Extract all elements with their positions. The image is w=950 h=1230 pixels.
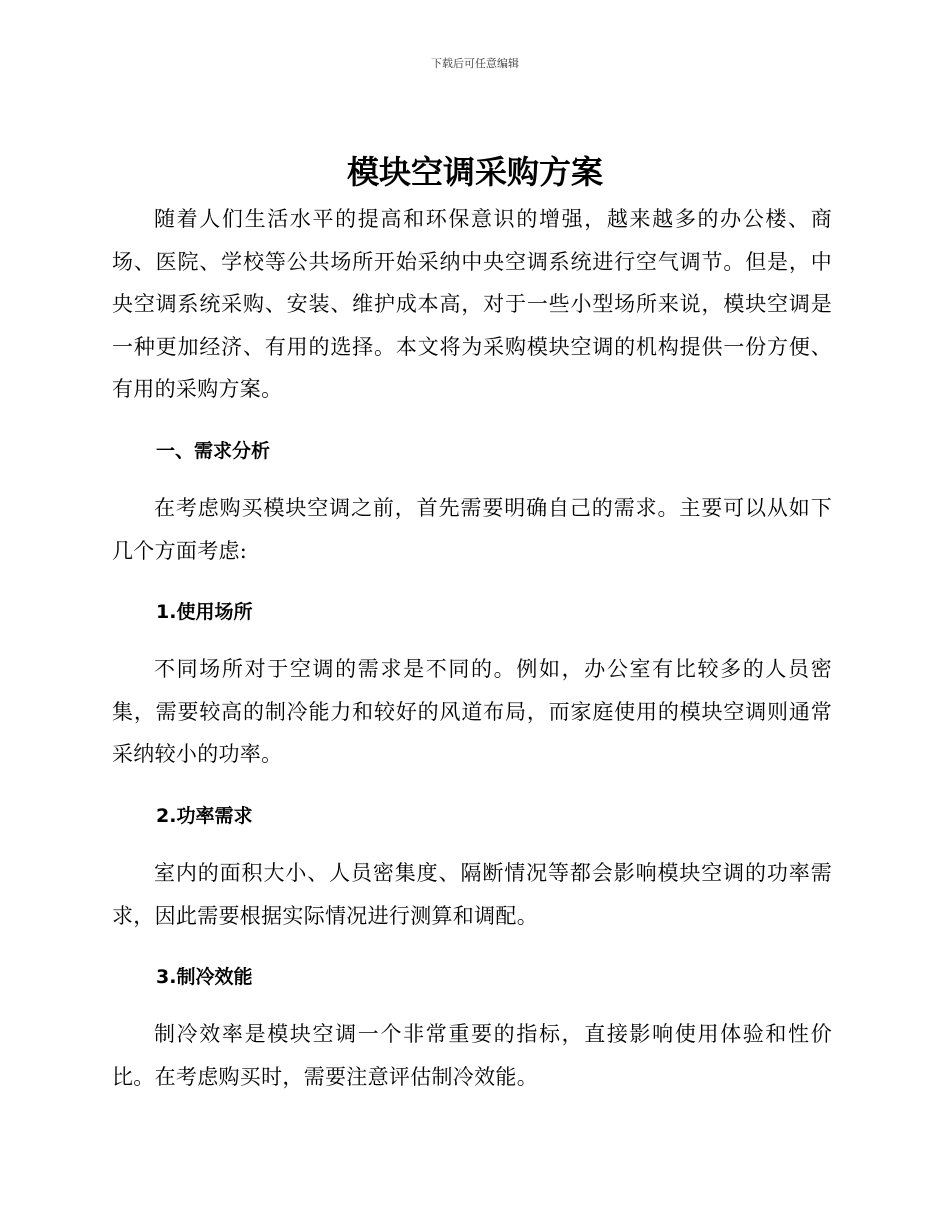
header-note: 下载后可任意编辑 — [431, 57, 519, 70]
needs-analysis-paragraph: 在考虑购买模块空调之前，首先需要明确自己的需求。主要可以从如下几个方面考虑: — [112, 495, 832, 563]
power-requirement-paragraph: 室内的面积大小、人员密集度、隔断情况等都会影响模块空调的功率需求，因此需要根据实际情况进行测算和调配。 — [112, 860, 832, 928]
document-body — [112, 198, 832, 1098]
subheading-power-requirement: 2.功率需求 — [156, 804, 253, 827]
document-title: 模块空调采购方案 — [346, 153, 603, 191]
section-heading-needs-analysis: 一、需求分析 — [156, 439, 271, 462]
intro-paragraph: 随着人们生活水平的提高和环保意识的增强，越来越多的办公楼、商场、医院、学校等公共场所开始采纳中央空调系统进行空气调节。但是，中央空调系统采购、安装、维护成本高，对于一些小型场所来说，模块空调是一种更加经济、有用的选择。本文将为采购模块空调的机构提供一份方便、有用的采购方案。 — [112, 207, 832, 402]
usage-location-paragraph: 不同场所对于空调的需求是不同的。例如，办公室有比较多的人员密集，需要较高的制冷能力和较好的风道布局，而家庭使用的模块空调则通常采纳较小的功率。 — [112, 657, 832, 767]
subheading-cooling-efficiency: 3.制冷效能 — [156, 966, 253, 989]
subheading-usage-location: 1.使用场所 — [156, 601, 253, 624]
cooling-efficiency-paragraph: 制冷效率是模块空调一个非常重要的指标，直接影响使用体验和性价比。在考虑购买时，需要注意评估制冷效能。 — [112, 1022, 832, 1089]
